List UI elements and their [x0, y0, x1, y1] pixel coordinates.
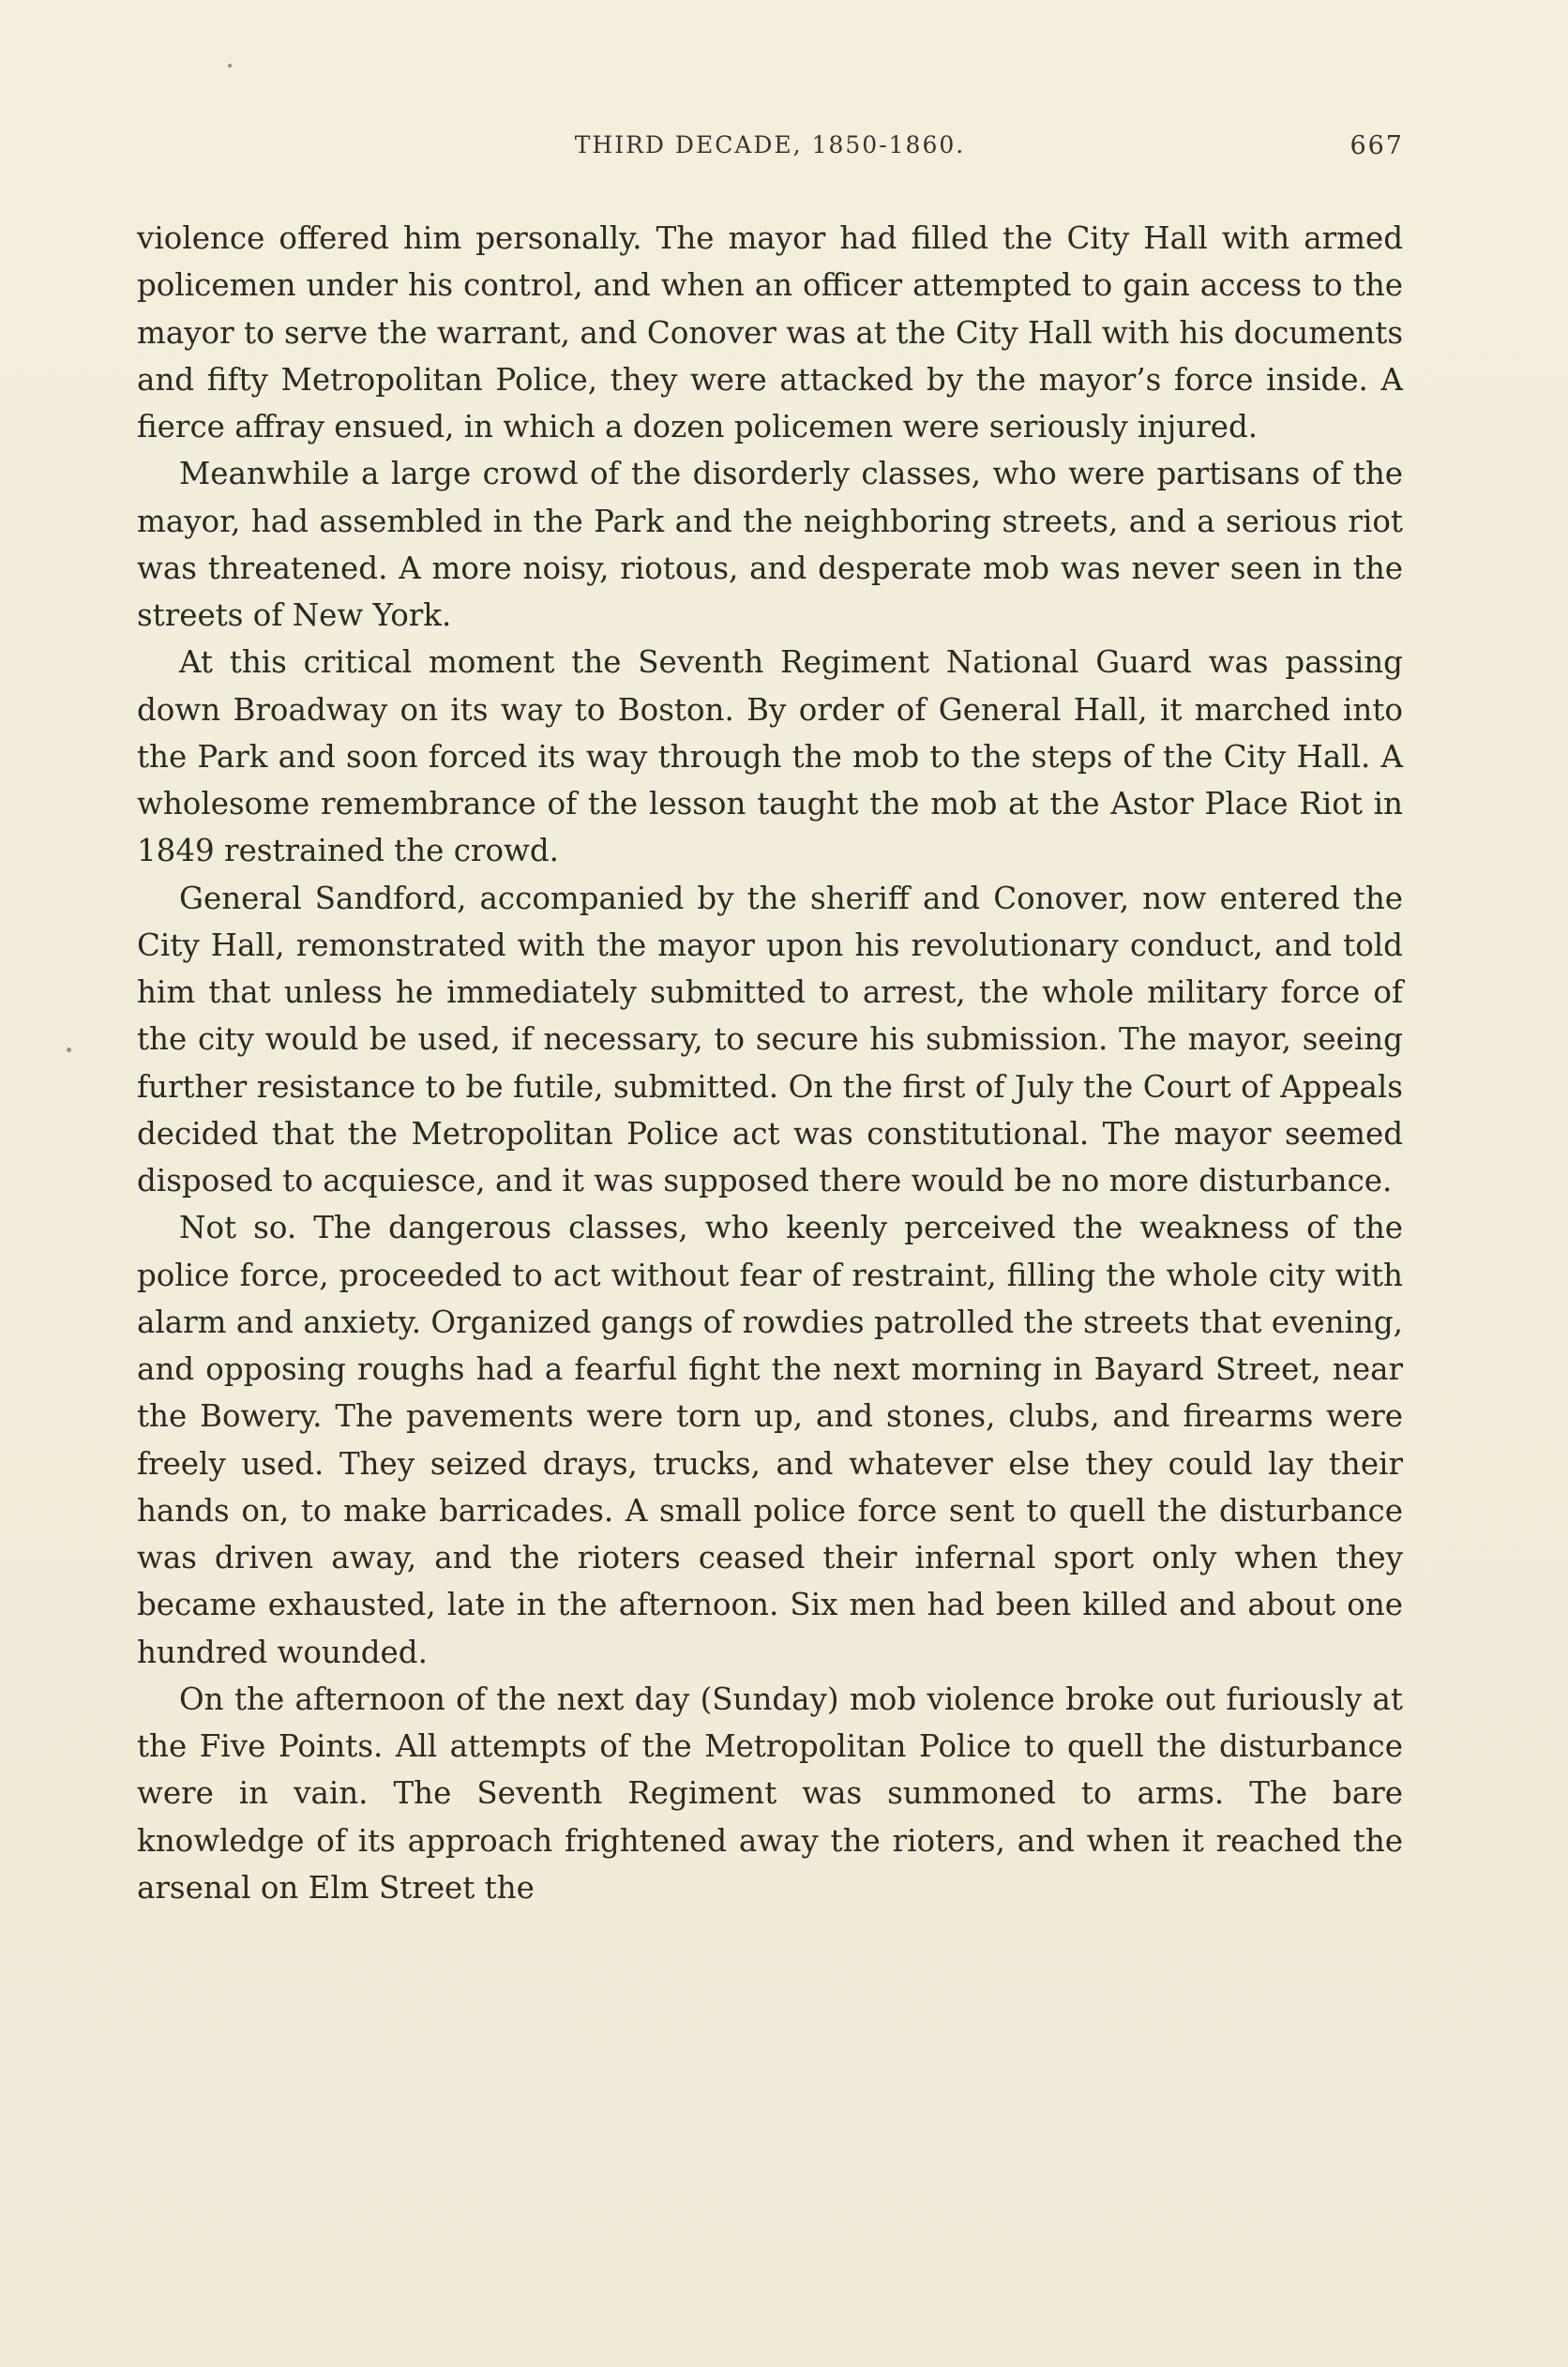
paper-speck [67, 1048, 71, 1052]
page-number: 667 [1349, 131, 1404, 160]
paragraph: Meanwhile a large crowd of the disorderly classes, who were partisans of the mayor, had assembled in the Park and the neighboring streets, and a serious riot was threatened. A more noisy, riotous, and desperate mob was never seen in the streets of New York. [137, 456, 1403, 633]
paragraph-continued: violence offered him personally. The mayor had filled the City Hall with armed policemen under his control, and when an officer attempted to gain access to the mayor to serve the warrant, and Conover was at the City Hall with his documents and fifty Metropolitan Police, they were attacked by the mayor’s force inside. A fierce affray ensued, in which a dozen policemen were seriously injured. [137, 220, 1403, 445]
running-title: THIRD DECADE, 1850-1860. [574, 131, 966, 158]
paragraph: Not so. The dangerous classes, who keenly perceived the weakness of the police force, proceeded to act without fear of restraint, filling the whole city with alarm and anxiety. Organized gangs of rowdies patrolled the streets that evening, and opposing roughs had a fearful fight the next morning in Bayard Street, near the Bowery. The pavements were torn up, and stones, clubs, and firearms were freely used. They seized drays, trucks, and whatever else they could lay their hands on, to make barricades. A small police force sent to quell the disturbance was driven away, and the rioters ceased their infernal sport only when they became exhausted, late in the afternoon. Six men had been killed and about one hundred wounded. [137, 1210, 1403, 1670]
body-text [137, 215, 1403, 1911]
paragraph: On the afternoon of the next day (Sunday) mob violence broke out furiously at the Five Points. All attempts of the Metropolitan Police to quell the disturbance were in vain. The Seventh Regiment was summoned to arms. The bare knowledge of its approach frightened away the rioters, and when it reached the arsenal on Elm Street the [137, 1681, 1403, 1906]
running-head [136, 131, 1404, 174]
paragraph: At this critical moment the Seventh Regiment National Guard was passing down Broadway on its way to Boston. By order of General Hall, it marched into the Park and soon forced its way through the mob to the steps of the City Hall. A wholesome remembrance of the lesson taught the mob at the Astor Place Riot in 1849 restrained the crowd. [137, 644, 1403, 869]
paper-speck [228, 64, 232, 68]
paragraph: General Sandford, accompanied by the sheriff and Conover, now entered the City Hall, remonstrated with the mayor upon his revolutionary conduct, and told him that unless he immediately submitted to arrest, the whole military force of the city would be used, if necessary, to secure his submission. The mayor, seeing further resistance to be futile, submitted. On the first of July the Court of Appeals decided that the Metropolitan Police act was constitutional. The mayor seemed disposed to acquiesce, and it was supposed there would be no more disturbance. [137, 880, 1403, 1199]
